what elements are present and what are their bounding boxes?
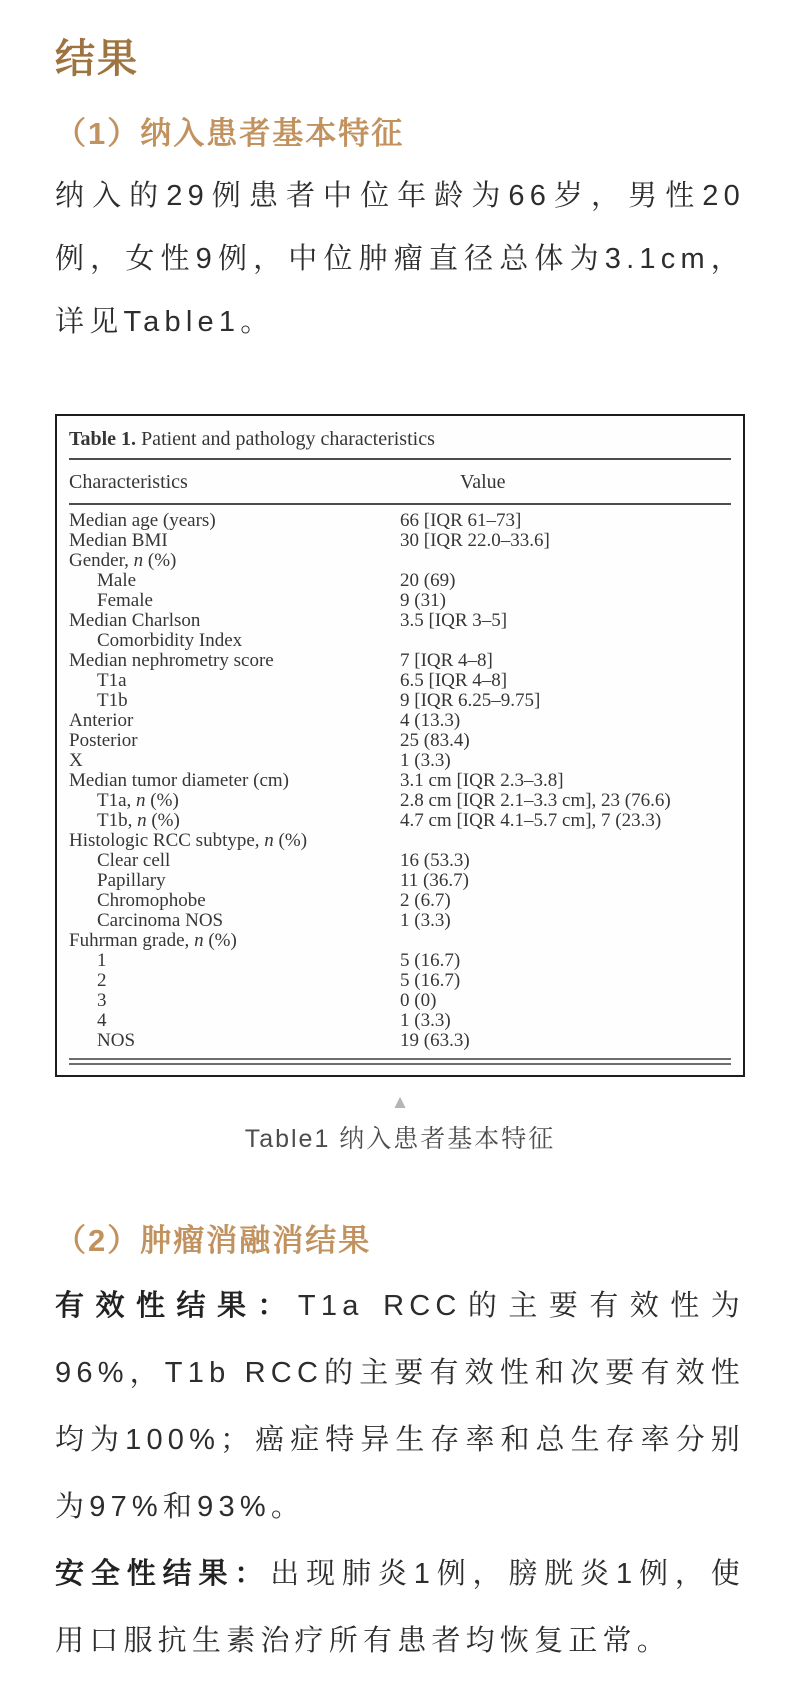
table-figure <box>55 414 745 1077</box>
table-row <box>69 551 731 571</box>
row-label: 2 <box>97 970 107 992</box>
row-label: T1a <box>97 670 127 692</box>
row-value: 2.8 cm [IQR 2.1–3.3 cm], 23 (76.6) <box>400 790 671 812</box>
table-row <box>69 611 731 631</box>
row-value <box>400 551 731 571</box>
table-row <box>69 871 731 891</box>
row-value: 30 [IQR 22.0–33.6] <box>400 530 550 552</box>
table-row <box>69 571 731 591</box>
table-row <box>69 991 731 1011</box>
row-value <box>400 631 731 651</box>
row-value: 19 (63.3) <box>400 1030 470 1052</box>
row-value: 9 [IQR 6.25–9.75] <box>400 690 541 712</box>
efficacy-paragraph <box>55 1273 745 1541</box>
row-value <box>400 831 731 851</box>
collapse-triangle-icon[interactable]: ▲ <box>390 1092 410 1114</box>
row-value: 4.7 cm [IQR 4.1–5.7 cm], 7 (23.3) <box>400 810 662 832</box>
table-row <box>69 531 731 551</box>
table-col-value: Value <box>460 471 506 494</box>
row-label: Gender, n (%) <box>69 550 177 572</box>
table-row <box>69 711 731 731</box>
table-row <box>69 911 731 931</box>
safety-paragraph <box>55 1541 745 1675</box>
row-label: Median Charlson <box>69 610 201 632</box>
table-caption: Table1 纳入患者基本特征 <box>244 1125 556 1154</box>
row-value: 7 [IQR 4–8] <box>400 650 493 672</box>
row-value: 25 (83.4) <box>400 730 470 752</box>
row-label: Chromophobe <box>97 890 206 912</box>
row-label: 3 <box>97 990 107 1012</box>
table-row <box>69 831 731 851</box>
row-label: Median age (years) <box>69 510 216 532</box>
row-value: 9 (31) <box>400 590 446 612</box>
row-label: T1b, n (%) <box>97 810 180 832</box>
row-label: Histologic RCC subtype, n (%) <box>69 830 308 852</box>
row-value: 0 (0) <box>400 990 437 1012</box>
table-row <box>69 511 731 531</box>
table-row <box>69 891 731 911</box>
table-row <box>69 1011 731 1031</box>
table-row <box>69 1031 731 1051</box>
row-value: 16 (53.3) <box>400 850 470 872</box>
table-title <box>69 424 731 460</box>
row-value: 1 (3.3) <box>400 910 451 932</box>
row-label: Posterior <box>69 730 138 752</box>
table-row <box>69 951 731 971</box>
row-value: 66 [IQR 61–73] <box>400 510 522 532</box>
row-label: X <box>69 750 83 772</box>
table-row <box>69 751 731 771</box>
row-label: Papillary <box>97 870 166 892</box>
row-value: 3.5 [IQR 3–5] <box>400 610 508 632</box>
table-header-row <box>69 460 731 505</box>
table-col-characteristics: Characteristics <box>69 471 188 494</box>
table-body <box>69 505 731 1051</box>
row-value: 5 (16.7) <box>400 970 461 992</box>
row-value: 1 (3.3) <box>400 750 451 772</box>
efficacy-text: T1a RCC的主要有效性为96%，T1b RCC的主要有效性和次要有效性均为100%；癌症特异生存率和总生存率分别为97%和93%。 <box>55 1290 745 1524</box>
row-label: Carcinoma NOS <box>97 910 224 932</box>
row-label: Comorbidity Index <box>97 630 243 652</box>
row-value: 4 (13.3) <box>400 710 461 732</box>
row-label: Female <box>97 590 153 612</box>
row-value: 11 (36.7) <box>400 870 469 892</box>
row-label: Median BMI <box>69 530 168 552</box>
table-row <box>69 651 731 671</box>
safety-text: 出现肺炎1例，膀胱炎1例，使用口服抗生素治疗所有患者均恢复正常。 <box>55 1558 745 1658</box>
table-title-number: Table 1. <box>69 428 137 451</box>
section1-heading: （1）纳入患者基本特征 <box>55 116 405 151</box>
row-label: T1a, n (%) <box>97 790 179 812</box>
table-row <box>69 731 731 751</box>
page-title: 结果 <box>55 36 745 82</box>
row-label: Anterior <box>69 710 134 732</box>
row-value <box>400 931 731 951</box>
table-row <box>69 671 731 691</box>
table-row <box>69 851 731 871</box>
row-value: 20 (69) <box>400 570 456 592</box>
table-bottom-rule <box>69 1058 731 1065</box>
row-value: 3.1 cm [IQR 2.3–3.8] <box>400 770 564 792</box>
table-row <box>69 591 731 611</box>
table-row <box>69 771 731 791</box>
row-label: Median nephrometry score <box>69 650 274 672</box>
efficacy-lead: 有效性结果： <box>55 1290 298 1323</box>
table-row <box>69 791 731 811</box>
section2-heading: （2）肿瘤消融消结果 <box>55 1223 372 1259</box>
row-label: Male <box>97 570 137 592</box>
table-row <box>69 931 731 951</box>
row-label: 1 <box>97 950 107 972</box>
table-title-text: Patient and pathology characteristics <box>136 428 435 451</box>
table-row <box>69 691 731 711</box>
row-value: 1 (3.3) <box>400 1010 451 1032</box>
row-label: Fuhrman grade, n (%) <box>69 930 237 952</box>
safety-lead: 安全性结果： <box>55 1558 271 1591</box>
row-value: 5 (16.7) <box>400 950 461 972</box>
section1-paragraph: 纳入的29例患者中位年龄为66岁，男性20例，女性9例，中位肿瘤直径总体为3.1cm，详见Table1。 <box>55 180 745 339</box>
table-row <box>69 811 731 831</box>
row-value: 2 (6.7) <box>400 890 451 912</box>
table-row <box>69 971 731 991</box>
row-value: 6.5 [IQR 4–8] <box>400 670 508 692</box>
row-label: NOS <box>97 1030 136 1052</box>
row-label: 4 <box>97 1010 107 1032</box>
row-label: Median tumor diameter (cm) <box>69 770 290 792</box>
row-label: Clear cell <box>97 850 171 872</box>
table-row <box>69 631 731 651</box>
row-label: T1b <box>97 690 128 712</box>
